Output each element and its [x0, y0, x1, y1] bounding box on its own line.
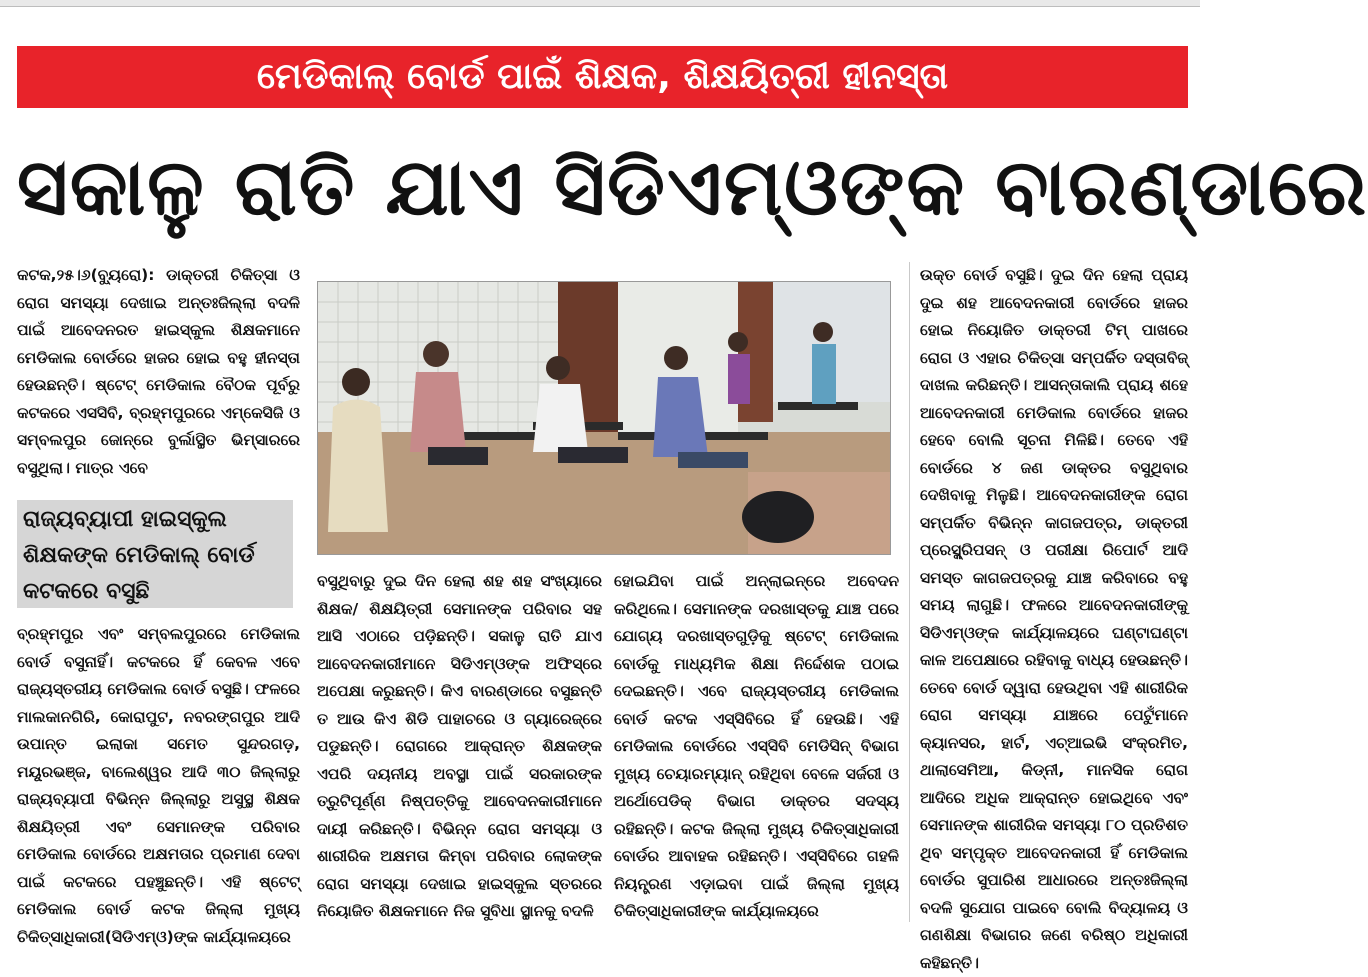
- pull-quote: ରାଜ୍ୟବ୍ୟାପୀ ହାଇସ୍କୁଲ ଶିକ୍ଷକଙ୍କ ମେଡିକାଲ୍ ବୋର୍ଡ କଟକରେ ବସୁଛି: [17, 500, 293, 608]
- news-photo: [317, 281, 891, 555]
- paragraph: କଟକ,୨୫।୬(ବ୍ୟୁରୋ): ଡାକ୍ତରୀ ଚିକିତ୍ସା ଓ ରୋଗ ସମସ୍ୟା ଦେଖାଇ ଅନ୍ତଃଜିଲ୍ଲା ବଦଳି ପାଇଁ ଆବେଦନରତ ହାଇସ୍କୁଲ ଶିକ୍ଷକମାନେ ମେଡିକାଲ ବୋର୍ଡରେ ହାଜର ହୋଇ ବହୁ ହୀନସ୍ତା ହେଉଛନ୍ତି। ଷ୍ଟେଟ୍ ମେଡିକାଲ ବୈଠକ ପୂର୍ବରୁ କଟକରେ ଏସସିବି, ବ୍ରହ୍ମପୁରରେ ଏମ୍‌କେସିଜି ଓ ସମ୍ବଲପୁର ଜୋନ୍‌ରେ ବୁର୍ଲାସ୍ଥିତ ଭିମ୍‌ସାରରେ ବସୁଥିଲା। ମାତ୍ର ଏବେ: [17, 266, 300, 477]
- column-divider: [909, 262, 910, 922]
- paragraph: ବସୁଥିବାରୁ ଦୁଇ ଦିନ ହେଲା ଶହ ଶହ ସଂଖ୍ୟାରେ ଶିକ୍ଷକ/ ଶିକ୍ଷୟିତ୍ରୀ ସେମାନଙ୍କ ପରିବାର ସହ ଆସି ଏଠାରେ ପଡ଼ିଛନ୍ତି। ସକାଳୁ ରାତି ଯାଏ ଆବେଦନକାରୀମାନେ ସିଡିଏମ୍‌ଓଙ୍କ ଅଫିସ୍‌ରେ ଅପେକ୍ଷା କରୁଛନ୍ତି। କିଏ ବାରଣ୍ଡାରେ ବସୁଛନ୍ତି ତ ଆଉ କିଏ ଶିଡି ପାହାଚରେ ଓ ଗ୍ୟାରେଜ୍‌ରେ ପଡୁଛନ୍ତି। ରୋଗରେ ଆକ୍ରାନ୍ତ ଶିକ୍ଷକଙ୍କ ଏପରି ଦୟନୀୟ ଅବସ୍ଥା ପାଇଁ ସରକାରଙ୍କ ତ୍ରୁଟିପୂର୍ଣ୍ଣ ନିଷ୍ପତ୍ତିକୁ ଆବେଦନକାରୀମାନେ ଦାୟୀ କରିଛନ୍ତି। ବିଭିନ୍ନ ରୋଗ ସମସ୍ୟା ଓ ଶାରୀରିକ ଅକ୍ଷମତା କିମ୍ବା ପରିବାର ଲୋକଙ୍କ ରୋଗ ସମସ୍ୟା ଦେଖାଇ ହାଇସ୍କୁଲ ସ୍ତରରେ ନିୟୋଜିତ ଶିକ୍ଷକମାନେ ନିଜ ସୁବିଧା ସ୍ଥାନକୁ ବଦଳି: [317, 572, 602, 920]
- paragraph: ହୋଇଯିବା ପାଇଁ ଅନ୍‌ଲାଇନ୍‌ରେ ଅବେଦନ କରିଥିଲେ। ସେମାନଙ୍କ ଦରଖାସ୍ତକୁ ଯାଞ୍ଚ ପରେ ଯୋଗ୍ୟ ଦରଖାସ୍ତଗୁଡ଼ିକୁ ଷ୍ଟେଟ୍ ମେଡିକାଲ ବୋର୍ଡକୁ ମାଧ୍ୟମିକ ଶିକ୍ଷା ନିର୍ଦ୍ଦେଶକ ପଠାଇ ଦେଇଛନ୍ତି। ଏବେ ରାଜ୍ୟସ୍ତରୀୟ ମେଡିକାଲ ବୋର୍ଡ କଟକ ଏସ୍‌ସିବିରେ ହିଁ ହେଉଛି। ଏହି ମେଡିକାଲ ବୋର୍ଡରେ ଏସ୍‌ସିବି ମେଡିସିନ୍ ବିଭାଗ ମୁଖ୍ୟ ଚେୟାରମ୍ୟାନ୍ ରହିଥିବା ବେଳେ ସର୍ଜରୀ ଓ ଅର୍ଥୋପେଡିକ୍ ବିଭାଗ ଡାକ୍ତର ସଦସ୍ୟ ରହିଛନ୍ତି। କଟକ ଜିଲ୍ଲା ମୁଖ୍ୟ ଚିକିତ୍ସାଧିକାରୀ ବୋର୍ଡର ଆବାହକ ରହିଛନ୍ତି। ଏସ୍‌ସିବିରେ ଗହଳି ନିୟନ୍ତ୍ରଣ ଏଡ଼ାଇବା ପାଇଁ ଜିଲ୍ଲା ମୁଖ୍ୟ ଚିକିତ୍ସାଧିକାରୀଙ୍କ କାର୍ଯ୍ୟାଳୟରେ: [614, 572, 899, 920]
- column-3: [614, 568, 899, 926]
- kicker-banner: ମେଡିକାଲ୍ ବୋର୍ଡ ପାଇଁ ଶିକ୍ଷକ, ଶିକ୍ଷୟିତ୍ରୀ ହୀନସ୍ତା: [17, 46, 1188, 108]
- paragraph: ଉକ୍ତ ବୋର୍ଡ ବସୁଛି। ଦୁଇ ଦିନ ହେଲା ପ୍ରାୟ ଦୁଇ ଶହ ଆବେଦନକାରୀ ବୋର୍ଡରେ ହାଜର ହୋଇ ନିୟୋଜିତ ଡାକ୍ତରୀ ଟିମ୍ ପାଖରେ ରୋଗ ଓ ଏହାର ଚିକିତ୍ସା ସମ୍ପର୍କିତ ଦସ୍ତାବିଜ୍ ଦାଖଲ କରିଛନ୍ତି। ଆସନ୍ତାକାଲି ପ୍ରାୟ ଶହେ ଆବେଦନକାରୀ ମେଡିକାଲ ବୋର୍ଡରେ ହାଜର ହେବେ ବୋଲି ସୂଚନା ମିଳିଛି। ତେବେ ଏହି ବୋର୍ଡରେ ୪ ଜଣ ଡାକ୍ତର ବସୁଥିବାର ଦେଖିବାକୁ ମିଳୁଛି। ଆବେଦନକାରୀଙ୍କ ରୋଗ ସମ୍ପର୍କିତ ବିଭିନ୍ନ କାଗଜପତ୍ର, ଡାକ୍ତରୀ ପ୍ରେସ୍କ୍ରିପସନ୍ ଓ ପରୀକ୍ଷା ରିପୋର୍ଟ ଆଦି ସମସ୍ତ କାଗଜପତ୍ରକୁ ଯାଞ୍ଚ କରିବାରେ ବହୁ ସମୟ ଲାଗୁଛି। ଫଳରେ ଆବେଦନକାରୀଙ୍କୁ ସିଡିଏମ୍‌ଓଙ୍କ କାର୍ଯ୍ୟାଳୟରେ ଘଣ୍ଟାଘଣ୍ଟା କାଳ ଅପେକ୍ଷାରେ ରହିବାକୁ ବାଧ୍ୟ ହେଉଛନ୍ତି। ତେବେ ବୋର୍ଡ ଦ୍ୱାରା ହେଉଥିବା ଏହି ଶାରୀରିକ ରୋଗ ସମସ୍ୟା ଯାଞ୍ଚରେ ପେଟୁଁମାନେ କ୍ୟାନସର, ହାର୍ଟ, ଏଚ୍‌ଆଇଭି ସଂକ୍ରମିତ, ଥାଲାସେମିଆ, କିଡ୍‌ନୀ, ମାନସିକ ରୋଗ ଆଦିରେ ଅଧିକ ଆକ୍ରାନ୍ତ ହୋଇଥିବେ ଏବଂ ସେମାନଙ୍କ ଶାରୀରିକ ସମସ୍ୟା ୮୦ ପ୍ରତିଶତ ଥିବ ସମ୍ପୃକ୍ତ ଆବେଦନକାରୀ ହିଁ ମେଡିକାଲ ବୋର୍ଡର ସୁପାରିଶ ଆଧାରରେ ଅନ୍ତଃଜିଲ୍ଲା ବଦଳି ସୁଯୋଗ ପାଇବେ ବୋଲି ବିଦ୍ୟାଳୟ ଓ ଗଣଶିକ୍ଷା ବିଭାଗର ଜଣେ ବରିଷ୍ଠ ଅଧିକାରୀ କହିଛନ୍ତି।: [920, 266, 1188, 972]
- paragraph: ବ୍ରହ୍ମପୁର ଏବଂ ସମ୍ବଲପୁରରେ ମେଡିକାଲ ବୋର୍ଡ ବସୁନାହିଁ। କଟକରେ ହିଁ କେବଳ ଏବେ ରାଜ୍ୟସ୍ତରୀୟ ମେଡିକାଲ ବୋର୍ଡ ବସୁଛି। ଫଳରେ ମାଲକାନଗିରି, କୋରାପୁଟ, ନବରଙ୍ଗପୁର ଆଦି ଉପାନ୍ତ ଇଲାକା ସମେତ ସୁନ୍ଦରଗଡ଼, ମୟୂରଭଞ୍ଜ, ବାଲେଶ୍ୱର ଆଦି ୩୦ ଜିଲ୍ଲାରୁ ରାଜ୍ୟବ୍ୟାପୀ ବିଭିନ୍ନ ଜିଲ୍ଲାରୁ ଅସୁସ୍ଥ ଶିକ୍ଷକ ଶିକ୍ଷୟିତ୍ରୀ ଏବଂ ସେମାନଙ୍କ ପରିବାର ମେଡିକାଲ ବୋର୍ଡରେ ଅକ୍ଷମତାର ପ୍ରମାଣ ଦେବା ପାଇଁ କଟକରେ ପହଞ୍ଚୁଛନ୍ତି। ଏହି ଷ୍ଟେଟ୍ ମେଡିକାଲ ବୋର୍ଡ କଟକ ଜିଲ୍ଲା ମୁଖ୍ୟ ଚିକିତ୍ସାଧିକାରୀ(ସିଡିଏମ୍‌ଓ)ଙ୍କ କାର୍ଯ୍ୟାଳୟରେ: [17, 625, 300, 946]
- waiting-room-photo: [318, 282, 890, 554]
- column-1-bottom: [17, 621, 300, 951]
- column-1-top: [17, 262, 300, 482]
- page-top-rule: [0, 0, 1200, 7]
- column-4: [920, 262, 1188, 977]
- column-2: [317, 568, 602, 926]
- headline: ସକାଳୁ ରାତି ଯାଏ ସିଡିଏମ୍‌ଓଙ୍କ ବାରଣ୍ଡାରେ: [17, 143, 1368, 233]
